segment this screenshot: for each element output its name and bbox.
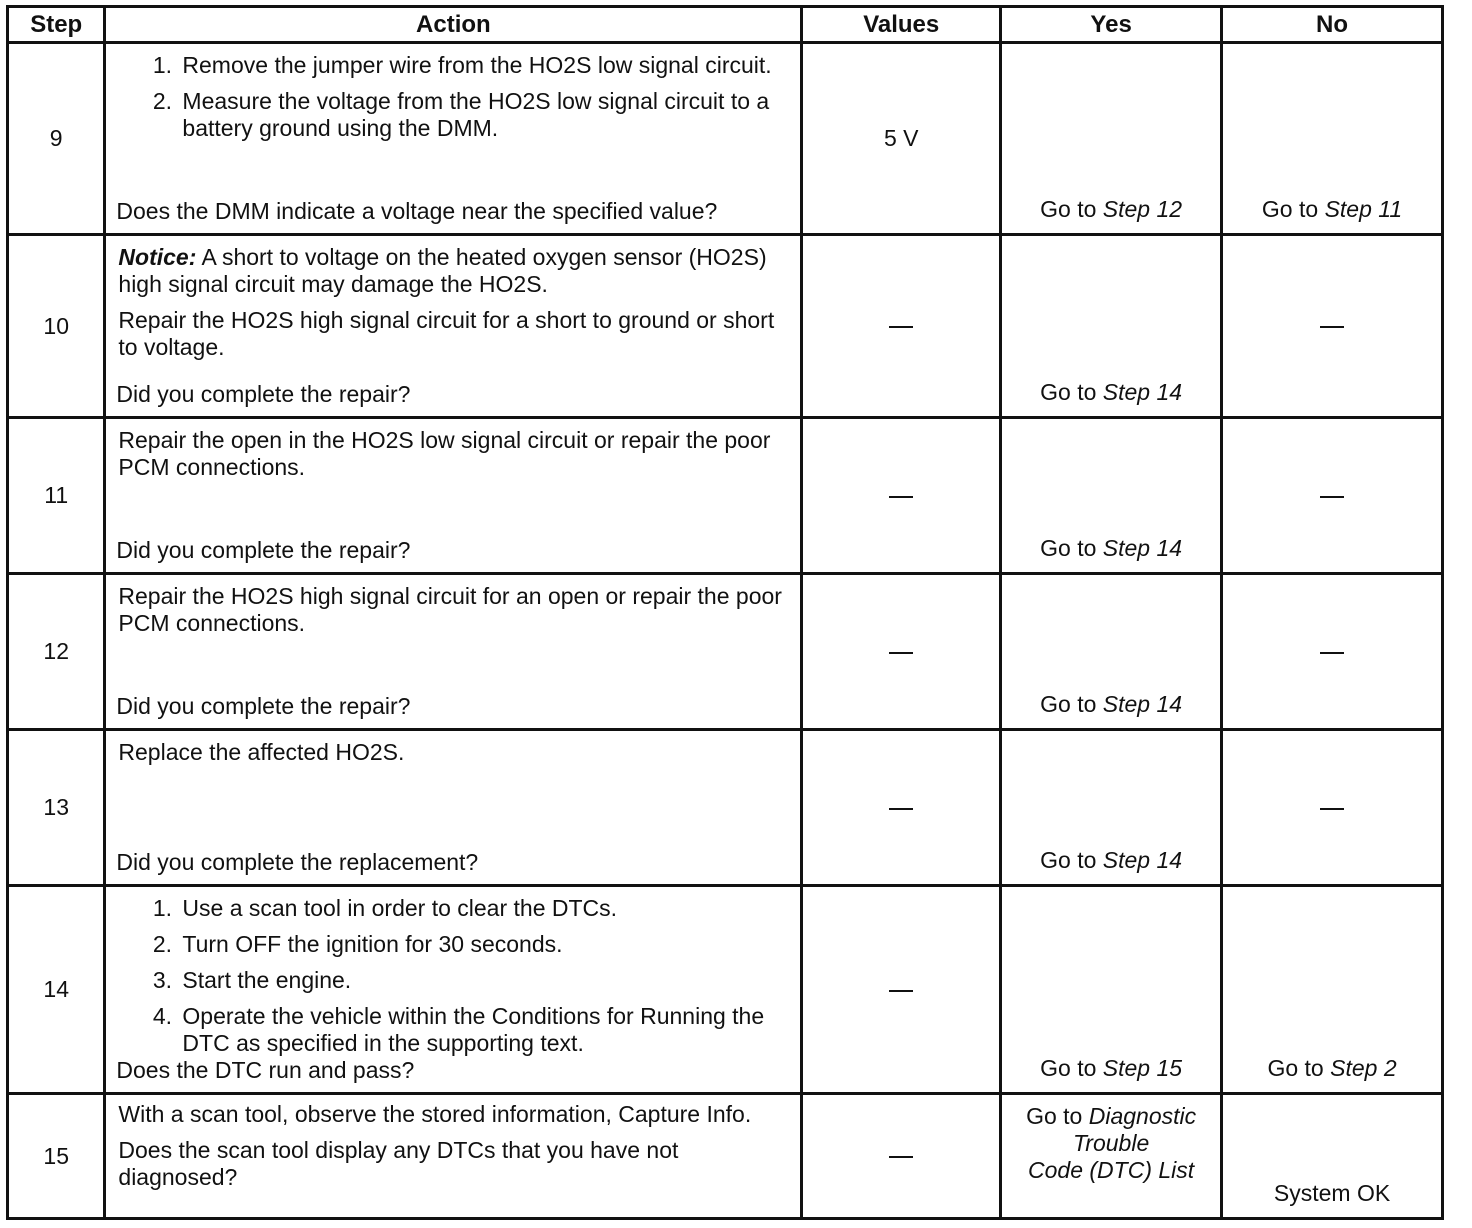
step-reference: Step 12 xyxy=(1102,196,1183,222)
value-cell xyxy=(802,886,1001,1094)
table-row xyxy=(8,235,1443,418)
value-cell xyxy=(802,235,1001,418)
goto-text: Go to xyxy=(1040,847,1103,873)
action-item: 4. Operate the vehicle within the Conditions for Running the DTC as specified in the supporting text. xyxy=(178,1003,786,1057)
step-reference: Step 14 xyxy=(1102,691,1183,717)
action-item: 1. Remove the jumper wire from the HO2S low signal circuit. xyxy=(178,52,786,79)
goto-text: Go to xyxy=(1040,691,1103,717)
table-header-row xyxy=(8,7,1443,43)
yes-cell xyxy=(1001,43,1222,235)
step-reference: Step 15 xyxy=(1102,1055,1183,1081)
table-row xyxy=(8,43,1443,235)
no-cell xyxy=(1222,574,1443,730)
table-row xyxy=(8,418,1443,574)
action-cell xyxy=(105,418,802,574)
value-cell: 5 V xyxy=(802,43,1001,235)
no-cell xyxy=(1222,730,1443,886)
em-dash-icon xyxy=(889,326,913,328)
em-dash-icon xyxy=(889,1156,913,1158)
step-number: 9 xyxy=(8,43,105,235)
em-dash-icon xyxy=(1320,496,1344,498)
notice-label: Notice: xyxy=(118,244,197,270)
no-cell xyxy=(1222,418,1443,574)
action-text: Repair the HO2S high signal circuit for an open or repair the poor PCM connections. xyxy=(118,583,782,636)
header-action: Action xyxy=(105,7,802,43)
em-dash-icon xyxy=(1320,808,1344,810)
action-text: Repair the open in the HO2S low signal circuit or repair the poor PCM connections. xyxy=(118,427,771,480)
action-cell xyxy=(105,730,802,886)
em-dash-icon xyxy=(889,496,913,498)
no-cell xyxy=(1222,235,1443,418)
action-question: Does the DMM indicate a voltage near the specified value? xyxy=(116,198,718,224)
notice-paragraph xyxy=(118,244,786,298)
notice-text: A short to voltage on the heated oxygen sensor (HO2S) high signal circuit may damage the HO2S. xyxy=(118,244,767,297)
no-cell xyxy=(1222,43,1443,235)
action-item: 2. Turn OFF the ignition for 30 seconds. xyxy=(178,931,786,958)
header-yes: Yes xyxy=(1001,7,1222,43)
action-cell xyxy=(105,574,802,730)
yes-cell xyxy=(1001,235,1222,418)
action-cell xyxy=(105,1094,802,1219)
action-cell xyxy=(105,43,802,235)
yes-cell xyxy=(1001,574,1222,730)
action-item: 3. Start the engine. xyxy=(178,967,786,994)
diagnostic-table xyxy=(6,5,1444,1220)
step-reference: Step 14 xyxy=(1102,847,1183,873)
value-cell xyxy=(802,574,1001,730)
action-item: 2. Measure the voltage from the HO2S low signal circuit to a battery ground using the DMM. xyxy=(178,88,786,142)
goto-text: Go to xyxy=(1026,1103,1089,1129)
dtc-list-reference: Diagnostic xyxy=(1088,1103,1197,1129)
table-row xyxy=(8,574,1443,730)
action-question: Did you complete the replacement? xyxy=(116,849,479,875)
goto-text: Go to xyxy=(1261,196,1325,222)
action-question: Did you complete the repair? xyxy=(116,693,411,719)
header-step: Step xyxy=(8,7,105,43)
value-cell xyxy=(802,418,1001,574)
yes-cell xyxy=(1001,418,1222,574)
table-row xyxy=(8,730,1443,886)
step-number: 10 xyxy=(8,235,105,418)
action-cell xyxy=(105,235,802,418)
action-item: 1. Use a scan tool in order to clear the DTCs. xyxy=(178,895,786,922)
header-values: Values xyxy=(802,7,1001,43)
dtc-list-reference: Code (DTC) List xyxy=(1028,1157,1195,1183)
action-text: Repair the HO2S high signal circuit for a short to ground or short to voltage. xyxy=(118,307,775,360)
goto-text: Go to xyxy=(1267,1055,1331,1081)
goto-text: Go to xyxy=(1040,535,1103,561)
action-question: Did you complete the repair? xyxy=(116,381,411,407)
step-number: 12 xyxy=(8,574,105,730)
step-number: 14 xyxy=(8,886,105,1094)
table-row xyxy=(8,1094,1443,1219)
value-cell xyxy=(802,1094,1001,1219)
goto-text: Go to xyxy=(1040,1055,1103,1081)
step-reference: Step 14 xyxy=(1102,535,1183,561)
yes-cell xyxy=(1001,730,1222,886)
step-reference: Step 11 xyxy=(1324,196,1403,222)
step-reference: Step 2 xyxy=(1330,1055,1397,1081)
goto-text: Go to xyxy=(1040,196,1103,222)
dtc-list-reference: Trouble xyxy=(1072,1130,1150,1156)
em-dash-icon xyxy=(889,808,913,810)
header-no: No xyxy=(1222,7,1443,43)
em-dash-icon xyxy=(1320,326,1344,328)
action-question: Does the scan tool display any DTCs that you have not diagnosed? xyxy=(118,1137,679,1190)
action-text: With a scan tool, observe the stored information, Capture Info. xyxy=(118,1101,752,1127)
action-question: Does the DTC run and pass? xyxy=(116,1057,415,1083)
step-number: 11 xyxy=(8,418,105,574)
em-dash-icon xyxy=(889,990,913,992)
table-row xyxy=(8,886,1443,1094)
step-number: 15 xyxy=(8,1094,105,1219)
yes-cell xyxy=(1001,1094,1222,1219)
yes-cell xyxy=(1001,886,1222,1094)
em-dash-icon xyxy=(1320,652,1344,654)
action-question: Did you complete the repair? xyxy=(116,537,411,563)
no-cell xyxy=(1222,886,1443,1094)
action-cell xyxy=(105,886,802,1094)
value-cell xyxy=(802,730,1001,886)
em-dash-icon xyxy=(889,652,913,654)
goto-text: Go to xyxy=(1040,379,1103,405)
step-reference: Step 14 xyxy=(1102,379,1183,405)
no-cell: System OK xyxy=(1222,1094,1443,1219)
action-text: Replace the affected HO2S. xyxy=(118,739,405,765)
step-number: 13 xyxy=(8,730,105,886)
